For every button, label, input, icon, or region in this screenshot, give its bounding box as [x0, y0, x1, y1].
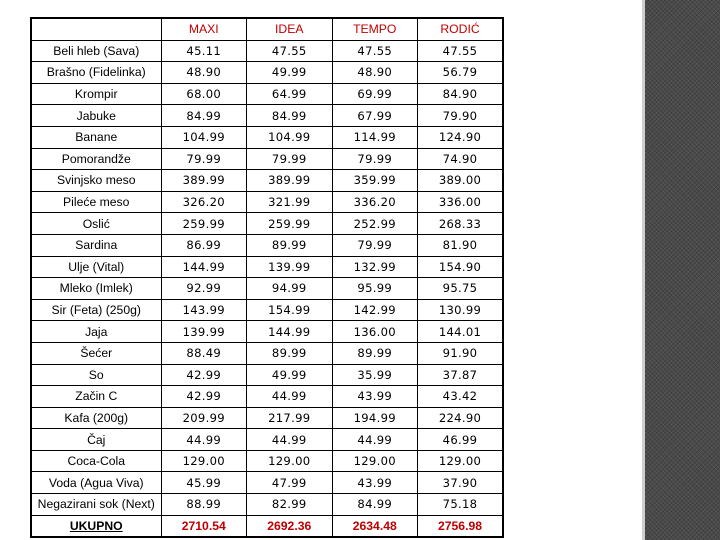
price-cell: 48.90	[161, 62, 247, 84]
table-body	[31, 18, 503, 537]
product-name-cell: Mleko (Imlek)	[31, 278, 161, 300]
price-cell: 154.90	[418, 256, 504, 278]
price-cell: 48.90	[332, 62, 418, 84]
price-cell: 139.99	[161, 321, 247, 343]
price-cell: 49.99	[247, 364, 333, 386]
price-cell: 136.00	[332, 321, 418, 343]
table-row	[31, 40, 503, 62]
product-name-cell: Beli hleb (Sava)	[31, 40, 161, 62]
price-cell: 144.99	[161, 256, 247, 278]
price-cell: 79.99	[161, 148, 247, 170]
store-header-cell: IDEA	[247, 18, 333, 40]
table-row	[31, 342, 503, 364]
price-cell: 91.90	[418, 342, 504, 364]
price-cell: 259.99	[161, 213, 247, 235]
price-cell: 49.99	[247, 62, 333, 84]
product-name-cell: Brašno (Fidelinka)	[31, 62, 161, 84]
price-cell: 44.99	[247, 386, 333, 408]
price-cell: 42.99	[161, 364, 247, 386]
price-cell: 47.55	[247, 40, 333, 62]
price-cell: 86.99	[161, 234, 247, 256]
price-cell: 359.99	[332, 170, 418, 192]
price-cell: 259.99	[247, 213, 333, 235]
product-name-cell: Sardina	[31, 234, 161, 256]
price-cell: 129.00	[161, 450, 247, 472]
price-cell: 68.00	[161, 83, 247, 105]
price-cell: 130.99	[418, 299, 504, 321]
price-cell: 79.99	[332, 234, 418, 256]
price-cell: 88.99	[161, 494, 247, 516]
table-row	[31, 234, 503, 256]
price-cell: 336.20	[332, 191, 418, 213]
price-cell: 142.99	[332, 299, 418, 321]
price-cell: 45.11	[161, 40, 247, 62]
price-cell: 84.99	[332, 494, 418, 516]
price-cell: 84.99	[247, 105, 333, 127]
price-cell: 88.49	[161, 342, 247, 364]
price-cell: 89.99	[247, 342, 333, 364]
product-name-cell: So	[31, 364, 161, 386]
price-cell: 143.99	[161, 299, 247, 321]
price-cell: 74.90	[418, 148, 504, 170]
price-cell: 79.99	[247, 148, 333, 170]
table-row	[31, 256, 503, 278]
product-name-cell: Šećer	[31, 342, 161, 364]
price-cell: 268.33	[418, 213, 504, 235]
price-cell: 89.99	[247, 234, 333, 256]
price-cell: 132.99	[332, 256, 418, 278]
price-cell: 47.99	[247, 472, 333, 494]
product-name-cell: Banane	[31, 126, 161, 148]
table-row	[31, 105, 503, 127]
product-name-cell: Jabuke	[31, 105, 161, 127]
product-name-cell: Krompir	[31, 83, 161, 105]
product-name-cell: Sir (Feta) (250g)	[31, 299, 161, 321]
table-row	[31, 299, 503, 321]
price-cell: 79.90	[418, 105, 504, 127]
price-cell: 81.90	[418, 234, 504, 256]
total-price-cell: 2634.48	[332, 515, 418, 537]
price-cell: 194.99	[332, 407, 418, 429]
store-header-cell: RODIĆ	[418, 18, 504, 40]
price-cell: 92.99	[161, 278, 247, 300]
product-name-cell: Pomorandže	[31, 148, 161, 170]
store-header-cell: TEMPO	[332, 18, 418, 40]
price-cell: 94.99	[247, 278, 333, 300]
price-cell: 224.90	[418, 407, 504, 429]
table-row	[31, 321, 503, 343]
product-name-cell: Oslić	[31, 213, 161, 235]
price-cell: 43.99	[332, 472, 418, 494]
price-cell: 104.99	[161, 126, 247, 148]
price-cell: 389.99	[161, 170, 247, 192]
price-cell: 95.75	[418, 278, 504, 300]
store-header-cell: MAXI	[161, 18, 247, 40]
price-cell: 139.99	[247, 256, 333, 278]
price-cell: 129.00	[332, 450, 418, 472]
product-name-cell: Začin C	[31, 386, 161, 408]
price-cell: 69.99	[332, 83, 418, 105]
price-cell: 35.99	[332, 364, 418, 386]
table-row	[31, 472, 503, 494]
price-cell: 75.18	[418, 494, 504, 516]
price-cell: 84.99	[161, 105, 247, 127]
table-row	[31, 126, 503, 148]
table-row	[31, 364, 503, 386]
table-row	[31, 494, 503, 516]
price-cell: 79.99	[332, 148, 418, 170]
price-cell: 44.99	[332, 429, 418, 451]
table-row	[31, 62, 503, 84]
total-price-cell: 2710.54	[161, 515, 247, 537]
price-cell: 56.79	[418, 62, 504, 84]
price-cell: 44.99	[161, 429, 247, 451]
product-name-cell: Jaja	[31, 321, 161, 343]
price-cell: 45.99	[161, 472, 247, 494]
price-cell: 89.99	[332, 342, 418, 364]
price-cell: 326.20	[161, 191, 247, 213]
price-cell: 144.01	[418, 321, 504, 343]
price-cell: 46.99	[418, 429, 504, 451]
price-cell: 47.55	[418, 40, 504, 62]
price-cell: 37.90	[418, 472, 504, 494]
table-row	[31, 278, 503, 300]
product-name-cell: Kafa (200g)	[31, 407, 161, 429]
price-cell: 389.00	[418, 170, 504, 192]
table-row	[31, 386, 503, 408]
product-name-cell: Svinjsko meso	[31, 170, 161, 192]
price-cell: 154.99	[247, 299, 333, 321]
table-row	[31, 148, 503, 170]
decorative-side-band	[642, 0, 720, 540]
table-row	[31, 213, 503, 235]
product-name-cell: Coca-Cola	[31, 450, 161, 472]
price-cell: 209.99	[161, 407, 247, 429]
header-blank-cell	[31, 18, 161, 40]
total-label-cell: UKUPNO	[31, 515, 161, 537]
table-row	[31, 191, 503, 213]
price-cell: 217.99	[247, 407, 333, 429]
price-cell: 252.99	[332, 213, 418, 235]
price-cell: 129.00	[418, 450, 504, 472]
price-cell: 84.90	[418, 83, 504, 105]
header-row	[31, 18, 503, 40]
price-cell: 37.87	[418, 364, 504, 386]
price-cell: 124.90	[418, 126, 504, 148]
table-row	[31, 429, 503, 451]
table-row	[31, 83, 503, 105]
table-row	[31, 450, 503, 472]
price-cell: 95.99	[332, 278, 418, 300]
total-price-cell: 2692.36	[247, 515, 333, 537]
product-name-cell: Voda (Agua Viva)	[31, 472, 161, 494]
price-cell: 67.99	[332, 105, 418, 127]
product-name-cell: Ulje (Vital)	[31, 256, 161, 278]
price-comparison-table	[30, 17, 504, 538]
price-cell: 43.42	[418, 386, 504, 408]
price-cell: 104.99	[247, 126, 333, 148]
product-name-cell: Čaj	[31, 429, 161, 451]
table-row	[31, 170, 503, 192]
price-cell: 42.99	[161, 386, 247, 408]
price-cell: 129.00	[247, 450, 333, 472]
price-cell: 64.99	[247, 83, 333, 105]
price-cell: 43.99	[332, 386, 418, 408]
price-cell: 82.99	[247, 494, 333, 516]
price-cell: 336.00	[418, 191, 504, 213]
price-cell: 47.55	[332, 40, 418, 62]
total-row	[31, 515, 503, 537]
product-name-cell: Pileće meso	[31, 191, 161, 213]
price-cell: 321.99	[247, 191, 333, 213]
total-price-cell: 2756.98	[418, 515, 504, 537]
price-cell: 389.99	[247, 170, 333, 192]
price-cell: 144.99	[247, 321, 333, 343]
product-name-cell: Negazirani sok (Next)	[31, 494, 161, 516]
price-cell: 44.99	[247, 429, 333, 451]
table-row	[31, 407, 503, 429]
price-cell: 114.99	[332, 126, 418, 148]
